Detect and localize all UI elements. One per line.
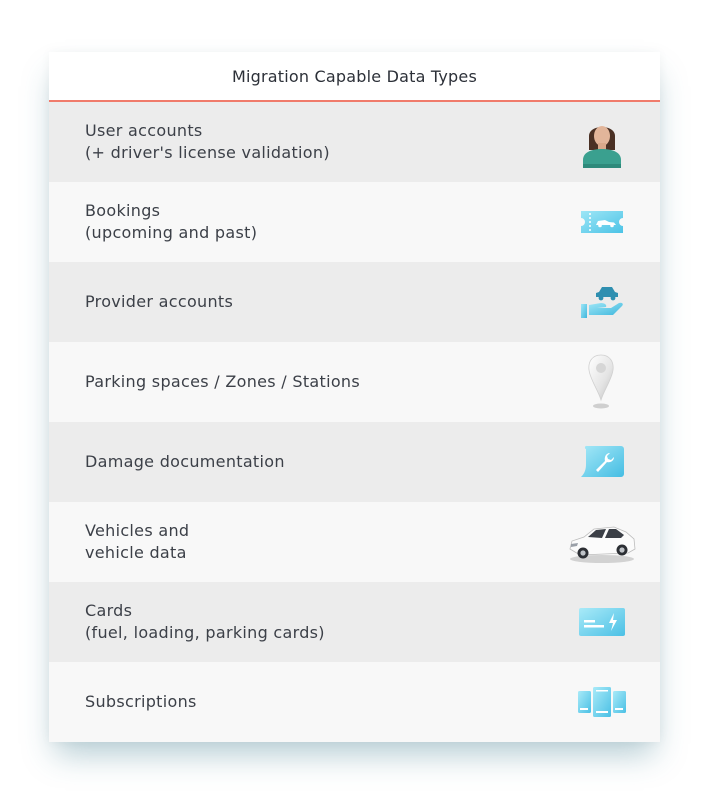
ticket-car-icon bbox=[566, 192, 638, 252]
row-label bbox=[85, 120, 330, 164]
table-row-provider-accounts bbox=[49, 262, 660, 342]
row-label-line2: (fuel, loading, parking cards) bbox=[85, 623, 325, 642]
row-label bbox=[85, 291, 233, 313]
row-label bbox=[85, 691, 197, 713]
data-types-table bbox=[49, 52, 660, 742]
row-label-line1: Parking spaces / Zones / Stations bbox=[85, 372, 360, 391]
row-label-line2: (+ driver's license validation) bbox=[85, 143, 330, 162]
row-label bbox=[85, 451, 285, 473]
subscription-cards-icon bbox=[566, 672, 638, 732]
row-label-line2: (upcoming and past) bbox=[85, 223, 258, 242]
row-label bbox=[85, 371, 360, 393]
hand-car-icon bbox=[566, 272, 638, 332]
row-label bbox=[85, 600, 325, 644]
row-label-line1: Cards bbox=[85, 601, 133, 620]
row-label bbox=[85, 520, 189, 564]
wrench-chat-icon bbox=[566, 432, 638, 492]
table-row-cards bbox=[49, 582, 660, 662]
charging-card-icon bbox=[566, 592, 638, 652]
row-label-line1: User accounts bbox=[85, 121, 203, 140]
row-label-line1: Provider accounts bbox=[85, 292, 234, 311]
table-row-subscriptions bbox=[49, 662, 660, 742]
table-row-vehicles bbox=[49, 502, 660, 582]
table-row-user-accounts bbox=[49, 102, 660, 182]
table-row-damage-documentation bbox=[49, 422, 660, 502]
table-row-parking-spaces bbox=[49, 342, 660, 422]
row-label-line1: Vehicles and bbox=[85, 521, 190, 540]
row-label-line1: Bookings bbox=[85, 201, 161, 220]
row-label-line1: Subscriptions bbox=[85, 692, 197, 711]
user-avatar-icon bbox=[566, 112, 638, 172]
row-label bbox=[85, 200, 257, 244]
table-title: Migration Capable Data Types bbox=[49, 52, 660, 102]
row-label-line1: Damage documentation bbox=[85, 452, 285, 471]
table-row-bookings bbox=[49, 182, 660, 262]
white-car-icon bbox=[566, 512, 638, 572]
location-pin-icon bbox=[566, 352, 638, 412]
row-label-line2: vehicle data bbox=[85, 543, 187, 562]
